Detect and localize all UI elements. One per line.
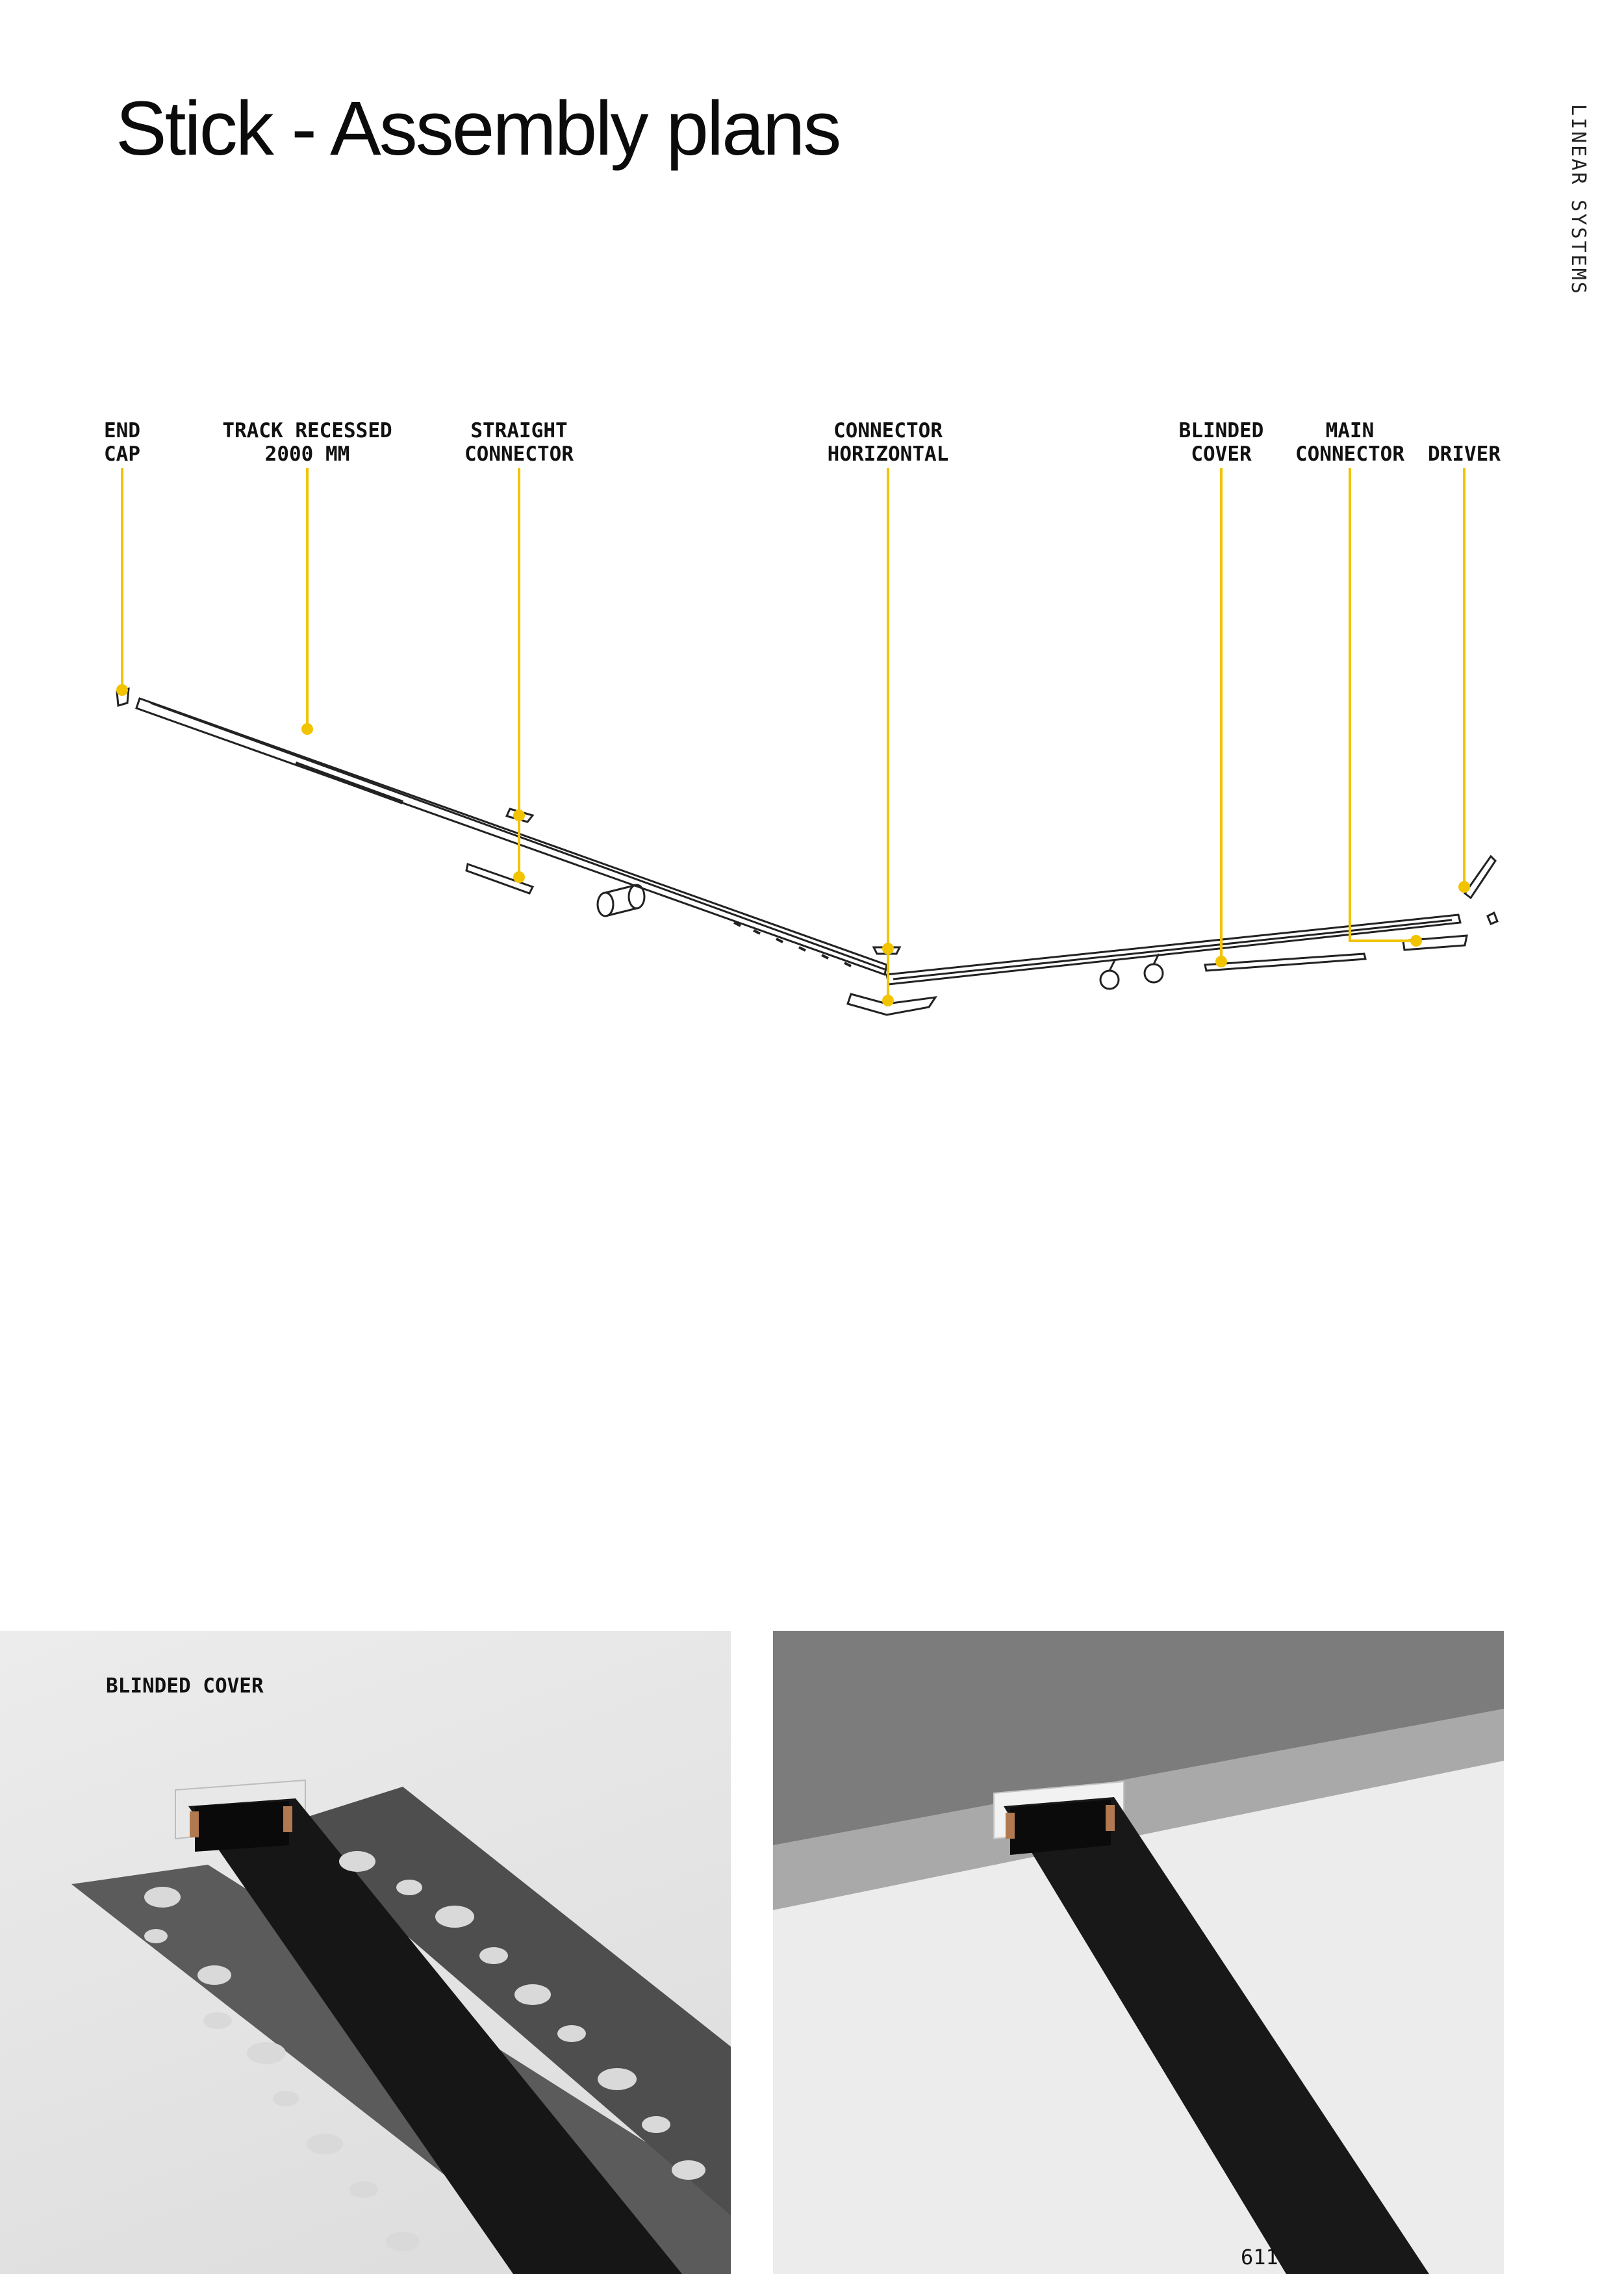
profile-illustration-left xyxy=(0,1631,731,2274)
profile-illustration-right xyxy=(773,1631,1504,2274)
photo-blinded-cover-profile xyxy=(0,1631,731,2274)
copper-contact-left xyxy=(190,1811,199,1837)
label-straight-connector: STRAIGHT CONNECTOR xyxy=(464,419,574,466)
track-recessed-right xyxy=(887,915,1460,984)
blinded-cover-part xyxy=(1205,954,1365,971)
label-blinded-cover: BLINDED COVER xyxy=(1178,419,1264,466)
label-end-cap: END CAP xyxy=(104,419,140,466)
leader-lines xyxy=(122,468,1464,1001)
assembly-diagram xyxy=(0,0,1624,1105)
label-track-recessed: TRACK RECESSED 2000 MM xyxy=(222,419,392,466)
driver-part xyxy=(1465,856,1497,924)
label-driver: DRIVER xyxy=(1428,442,1501,466)
page-number: 611 xyxy=(1241,2245,1278,2269)
label-connector-horizontal: CONNECTOR HORIZONTAL xyxy=(827,419,949,466)
photo-caption: BLINDED COVER xyxy=(106,1674,264,1698)
spotlight-left xyxy=(598,885,644,916)
label-main-connector: MAIN CONNECTOR xyxy=(1295,419,1404,466)
photo-recessed-ceiling xyxy=(773,1631,1504,2274)
track-slots xyxy=(734,923,851,966)
copper-contact-right xyxy=(283,1806,292,1832)
copper-contact-left xyxy=(1006,1813,1015,1839)
copper-contact-right xyxy=(1106,1805,1115,1831)
section-label: LINEAR SYSTEMS xyxy=(1567,104,1590,296)
track-recessed-left xyxy=(136,698,887,975)
page-title: Stick - Assembly plans xyxy=(116,86,840,172)
leader-dots xyxy=(116,684,1470,1006)
